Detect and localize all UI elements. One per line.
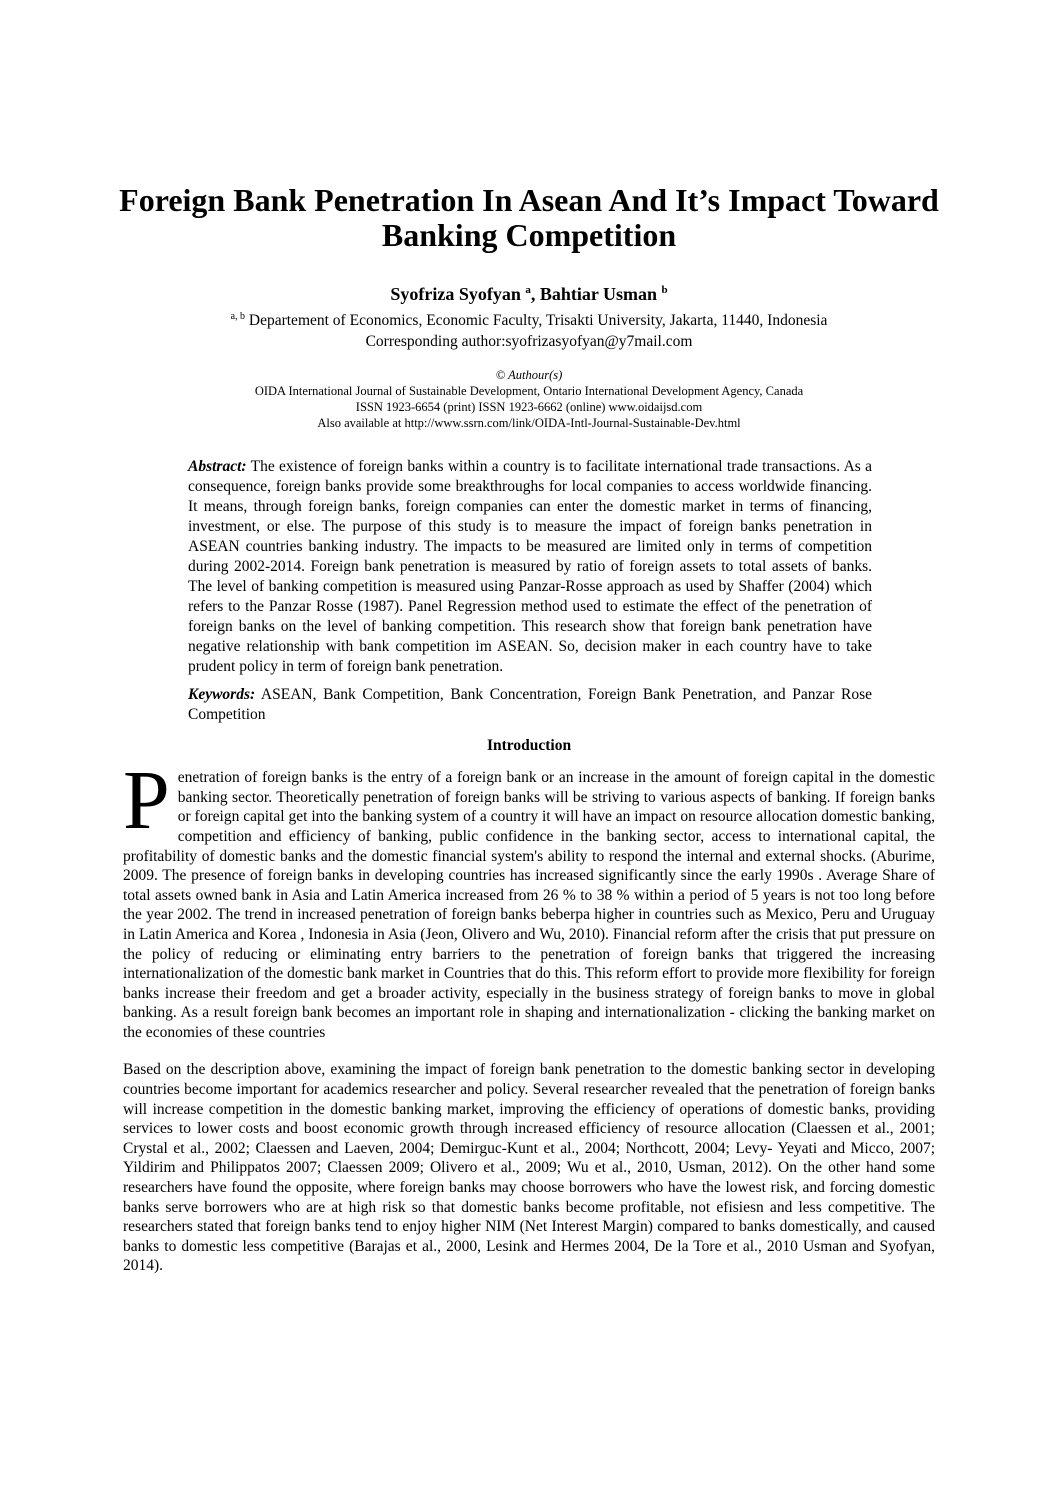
keywords-label: Keywords: xyxy=(188,686,256,704)
authors-line xyxy=(0,279,1058,305)
intro-paragraph-2: Based on the description above, examining the impact of foreign bank penetration to the domestic banking sector in developing countries become important for academics researcher and policy. Several researcher revealed that the penetration of foreign banks will increase competition in the domestic banking market, improving the efficiency of operations of domestic banks, providing services to lower costs and boost economic growth through increased efficiency of resource allocation (Claessen et al., 2001; Crystal et al., 2002; Claessen and Laeven, 2004; Demirguc-Kunt et al., 2004; Northcott, 2004; Levy- Yeyati and Micco, 2007; Yildirim and Philippatos 2007; Claessen 2009; Olivero et al., 2009; Wu et al., 2010, Usman, 2012). On the other hand some researchers have found the opposite, where foreign banks may choose borrowers who have the lowest risk, and forcing domestic banks serve borrowers who are at high risk so that domestic banks become profitable, not efisiesn and less competitive. The researchers stated that foreign banks tend to enjoy higher NIM (Net Interest Margin) compared to banks domestically, and caused banks to domestic less competitive (Barajas et al., 2000, Lesink and Hermes 2004, De la Tore et al., 2010 Usman and Syofyan, 2014). xyxy=(123,1061,935,1275)
paper-title-line1: Foreign Bank Penetration In Asean And It’s Impact Toward xyxy=(119,182,939,218)
drop-cap: P xyxy=(123,754,170,848)
affiliation-line xyxy=(0,306,1058,331)
intro-paragraph-1 xyxy=(123,754,935,1042)
author-superscript-b: b xyxy=(661,284,668,296)
issn-line: ISSN 1923-6654 (print) ISSN 1923-6662 (online) www.oidaijsd.com xyxy=(355,400,703,415)
abstract-paragraph xyxy=(188,457,872,677)
affiliation-superscript: a, b xyxy=(230,311,246,322)
introduction-heading: Introduction xyxy=(486,737,572,755)
author-name-1: Syofriza Syofyan xyxy=(390,284,526,304)
abstract-text: The existence of foreign banks within a country is to facilitate international trade transactions. As a consequence, foreign banks provide some breakthroughs for local companies to access worldwide financing. It means, through foreign banks, foreign companies can enter the domestic market in terms of financing, investment, or else. The purpose of this study is to measure the impact of foreign banks penetration in ASEAN countries banking industry. The impacts to be measured are limited only in terms of competition during 2002-2014. Foreign bank penetration is measured by ratio of foreign assets to total assets of banks. The level of banking competition is measured using Panzar-Rosse approach as used by Shaffer (2004) which refers to the Panzar Rosse (1987). Panel Regression method used to estimate the effect of the penetration of foreign banks on the level of banking competition. This research show that foreign bank penetration have negative relationship with bank competition im ASEAN. So, decision maker in each country have to take prudent policy in term of foreign bank penetration. xyxy=(188,458,872,676)
journal-line: OIDA International Journal of Sustainable Development, Ontario International Development Agency, Canada xyxy=(254,384,804,399)
intro-paragraph-1-text: enetration of foreign banks is the entry of a foreign bank or an increase in the amount of foreign capital in the domestic banking sector. Theoretically penetration of foreign banks will be striving to various aspects of banking. If foreign banks or foreign capital get into the banking system of a country it will have an impact on resource allocation domestic banking, competition and efficiency of banking, public confidence in the banking sector, access to international capital, the profitability of domestic banks and the domestic financial system's ability to respond the internal and external shocks. (Aburime, 2009. The presence of foreign banks in developing countries has increased significantly since the early 1990s . Average Share of total assets owned bank in Asia and Latin America increased from 26 % to 38 % within a period of 5 years is not too long before the year 2002. The trend in increased penetration of foreign banks beberpa higher in countries such as Mexico, Peru and Uruguay in Latin America and Korea , Indonesia in Asia (Jeon, Olivero and Wu, 2010). Financial reform after the crisis that put pressure on the policy of reducing or eliminating entry barriers to the penetration of foreign banks that triggered the increasing internationalization of the domestic bank market in Countries that do this. This reform effort to provide more flexibility for foreign banks increase their freedom and get a broader activity, especially in the business strategy of foreign banks to move in global banking. As a result foreign bank becomes an important role in shaping and internationalization - clicking the banking market on the economies of these countries xyxy=(123,769,935,1041)
corresponding-author: Corresponding author:syofrizasyofyan@y7mail.com xyxy=(365,333,693,351)
publisher-block xyxy=(0,367,1058,431)
author-superscript-a: a xyxy=(525,284,531,296)
authors-separator: , xyxy=(530,284,540,304)
copyright-line: © Authour(s) xyxy=(495,368,563,383)
paper-title xyxy=(0,0,1058,253)
availability-line: Also available at http://www.ssrn.com/link/OIDA-Intl-Journal-Sustainable-Dev.html xyxy=(317,416,741,431)
paper-title-line2: Banking Competition xyxy=(381,217,677,253)
keywords-paragraph xyxy=(188,685,872,725)
author-name-2: Bahtiar Usman xyxy=(539,284,662,304)
keywords-text: ASEAN, Bank Competition, Bank Concentration, Foreign Bank Penetration, and Panzar Rose Competition xyxy=(188,686,872,724)
abstract-label: Abstract: xyxy=(188,458,247,476)
affiliation-text: Departement of Economics, Economic Faculty, Trisakti University, Jakarta, 11440, Indonesia xyxy=(245,312,828,330)
